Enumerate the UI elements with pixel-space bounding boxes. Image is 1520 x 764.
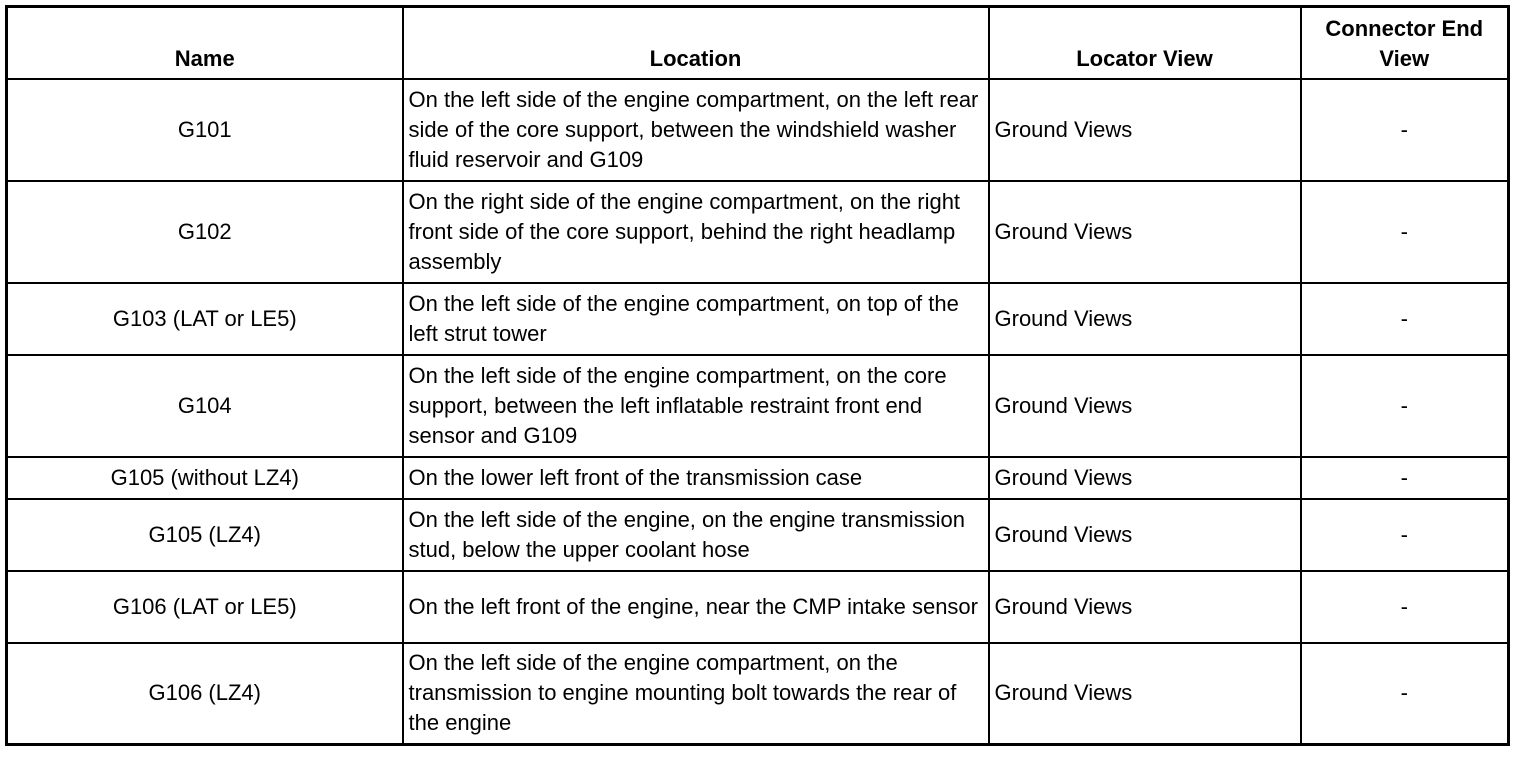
table-row (7, 181, 1509, 283)
header-name: Name (7, 7, 403, 79)
cell-location: On the left front of the engine, near the CMP intake sensor (403, 571, 989, 643)
table-header-row (7, 7, 1509, 79)
cell-locator-view: Ground Views (989, 571, 1301, 643)
cell-locator-view: Ground Views (989, 643, 1301, 745)
header-location: Location (403, 7, 989, 79)
cell-name: G105 (without LZ4) (7, 457, 403, 499)
cell-locator-view: Ground Views (989, 499, 1301, 571)
table-row (7, 355, 1509, 457)
cell-location: On the left side of the engine compartment, on the left rear side of the core support, between the windshield washer fluid reservoir and G109 (403, 79, 989, 181)
cell-connector-end-view: - (1301, 643, 1509, 745)
cell-name: G106 (LZ4) (7, 643, 403, 745)
header-connector-end-view: Connector End View (1301, 7, 1509, 79)
cell-location: On the left side of the engine compartment, on top of the left strut tower (403, 283, 989, 355)
header-locator-view: Locator View (989, 7, 1301, 79)
cell-connector-end-view: - (1301, 355, 1509, 457)
cell-connector-end-view: - (1301, 499, 1509, 571)
cell-locator-view: Ground Views (989, 283, 1301, 355)
table-row (7, 571, 1509, 643)
cell-connector-end-view: - (1301, 181, 1509, 283)
cell-name: G103 (LAT or LE5) (7, 283, 403, 355)
cell-connector-end-view: - (1301, 457, 1509, 499)
cell-name: G102 (7, 181, 403, 283)
cell-name: G104 (7, 355, 403, 457)
table-row (7, 283, 1509, 355)
cell-location: On the left side of the engine compartment, on the core support, between the left inflatable restraint front end sensor and G109 (403, 355, 989, 457)
cell-connector-end-view: - (1301, 283, 1509, 355)
cell-locator-view: Ground Views (989, 457, 1301, 499)
cell-locator-view: Ground Views (989, 79, 1301, 181)
cell-location: On the lower left front of the transmission case (403, 457, 989, 499)
cell-name: G105 (LZ4) (7, 499, 403, 571)
cell-name: G106 (LAT or LE5) (7, 571, 403, 643)
cell-connector-end-view: - (1301, 571, 1509, 643)
cell-connector-end-view: - (1301, 79, 1509, 181)
cell-locator-view: Ground Views (989, 355, 1301, 457)
table-row (7, 79, 1509, 181)
ground-locations-table (5, 5, 1510, 746)
table-row (7, 499, 1509, 571)
cell-location: On the left side of the engine, on the engine transmission stud, below the upper coolant hose (403, 499, 989, 571)
cell-name: G101 (7, 79, 403, 181)
cell-location: On the left side of the engine compartment, on the transmission to engine mounting bolt towards the rear of the engine (403, 643, 989, 745)
cell-location: On the right side of the engine compartment, on the right front side of the core support, behind the right headlamp assembly (403, 181, 989, 283)
cell-locator-view: Ground Views (989, 181, 1301, 283)
table-row (7, 457, 1509, 499)
table-row (7, 643, 1509, 745)
